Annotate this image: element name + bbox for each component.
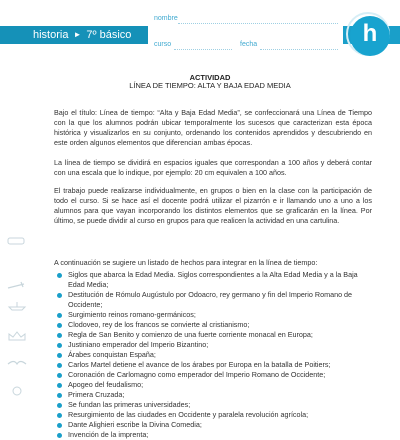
list-item: Siglos que abarca la Edad Media. Siglos correspondientes a la Alta Edad Media y a la Baja Edad Media;: [56, 270, 374, 290]
list-item: Justiniano emperador del Imperio Bizantino;: [56, 340, 374, 350]
list-item: Destitución de Rómulo Augústulo por Odoacro, rey germano y fin del Imperio Romano de Occidente;: [56, 290, 374, 310]
list-item: Se fundan las primeras universidades;: [56, 400, 374, 410]
bird-icon: [6, 358, 28, 370]
activity-title: ACTIVIDAD: [189, 73, 231, 82]
name-field[interactable]: [178, 23, 338, 24]
logo-letter: h: [362, 20, 378, 47]
chevron-right-icon: ►: [73, 30, 82, 39]
ship-icon: [6, 300, 28, 312]
list-item: Dante Alighieri escribe la Divina Comedia;: [56, 420, 374, 430]
course-field[interactable]: [174, 49, 232, 50]
date-label: fecha: [240, 41, 258, 48]
paragraph-list-intro: A continuación se sugiere un listado de hechos para integrar en la línea de tiempo:: [54, 258, 318, 267]
paragraph-work: El trabajo puede realizarse individualmente, en grupos o bien en la clase con la participación de todo el curso. Si se hace así el docente podrá utilizar el pizarrón e ir llamando uno a uno a los alumnos para que vayan incorporando los distintos elementos que se graficarán en la línea. Por último, se puede dividir al curso en grupos para que realicen la actividad en una cartulina.: [54, 186, 372, 225]
events-list: [56, 270, 374, 440]
date-field[interactable]: [260, 49, 338, 50]
breadcrumb: [33, 28, 131, 42]
crown-icon: [6, 330, 28, 342]
name-label: nombre: [154, 15, 178, 22]
history-logo-icon: [350, 16, 390, 56]
list-item: Surgimiento reinos romano-germánicos;: [56, 310, 374, 320]
course-label: curso: [154, 41, 172, 48]
list-item: Clodoveo, rey de los francos se convierte al cristianismo;: [56, 320, 374, 330]
sword-icon: [6, 280, 28, 292]
list-item: Apogeo del feudalismo;: [56, 380, 374, 390]
list-item: Invención de la imprenta;: [56, 430, 374, 440]
list-item: Resurgimiento de las ciudades en Occidente y paralela revolución agrícola;: [56, 410, 374, 420]
list-item: Coronación de Carlomagno como emperador del Imperio Romano de Occidente;: [56, 370, 374, 380]
scroll-icon: [6, 235, 28, 247]
gear-icon: [6, 385, 28, 397]
list-item: Regla de San Benito y comienzo de una fuerte corriente monacal en Europa;: [56, 330, 374, 340]
student-info-form: [148, 0, 343, 66]
paragraph-scale: La línea de tiempo se dividirá en espacios iguales que correspondan a 100 años y deberá contar con una escala que lo indique, por ejemplo: 20 cm equivalen a 100 años.: [54, 158, 372, 177]
breadcrumb-subject: historia: [33, 29, 69, 41]
list-item: Primera Cruzada;: [56, 390, 374, 400]
activity-subtitle: LÍNEA DE TIEMPO: ALTA Y BAJA EDAD MEDIA: [129, 81, 291, 90]
page-header: [0, 0, 400, 66]
list-item: Carlos Martel detiene el avance de los árabes por Europa en la batalla de Poitiers;: [56, 360, 374, 370]
list-item: Árabes conquistan España;: [56, 350, 374, 360]
paragraph-intro: Bajo el título: Línea de tiempo: “Alta y Baja Edad Media”, se confeccionará una Línea de Tiempo con la que los alumnos podrán ubicar temporalmente los sucesos que caracterizan esta época histórica y visualizarlos en su conjunto, ordenando los contenidos aprendidos y descubriendo en este orden algunos elementos que diferencian ambas épocas.: [54, 108, 372, 147]
breadcrumb-level: 7º básico: [86, 29, 132, 41]
